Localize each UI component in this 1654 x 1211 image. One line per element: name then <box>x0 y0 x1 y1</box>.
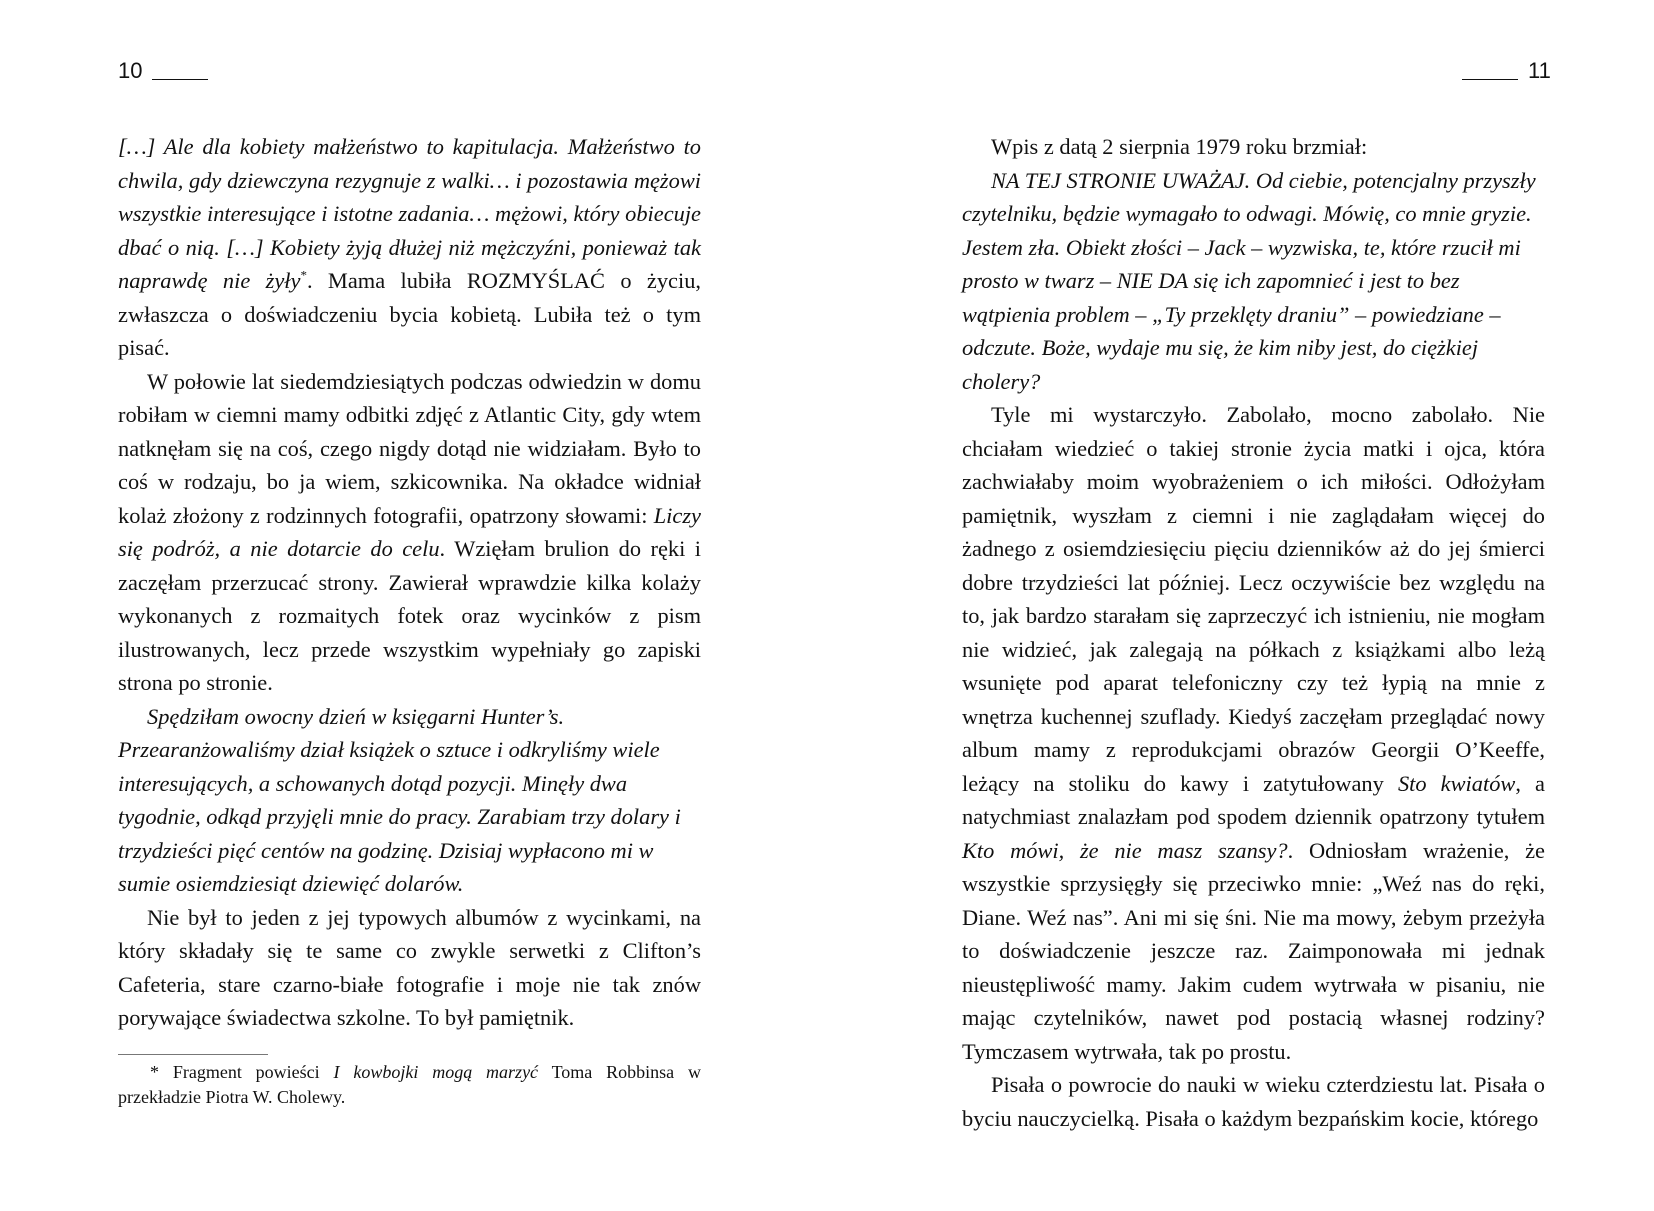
footnote-italic-title: I kowbojki mogą marzyć <box>333 1062 539 1082</box>
left-p1-rest: . Mama lubiła ROZMYŚLAĆ o życiu, zwłaszcza o doświadczeniu bycia kobietą. Lubiła też o tym pisać. <box>118 268 701 360</box>
left-p2-italic: Liczy się podróż, a nie dotarcie do celu <box>118 502 701 561</box>
right-page-body <box>962 130 1545 1135</box>
left-paragraph-4: Nie był to jeden z jej typowych albumów z wycinkami, na który składały się te same co zwykle serwetki z Clifton’s Cafeteria, stare czarno-białe fotografie i moje nie tak znów porywające świadectwa szkolne. To był pamiętnik. <box>118 904 701 1030</box>
right-page-number-text: 11 <box>1528 58 1551 83</box>
right-p3-italic-2: Kto mówi, że nie masz szansy? <box>962 837 1288 863</box>
right-paragraph-4: Pisała o powrocie do nauki w wieku czterdziestu lat. Pisała o byciu nauczycielką. Pisała o każdym bezpańskim kocie, którego <box>962 1072 1545 1131</box>
right-paragraph-3 <box>962 398 1545 1068</box>
footnote-text-a: Fragment powieści <box>159 1062 334 1082</box>
footnote-reference: * <box>300 267 307 283</box>
right-folio-rule <box>1462 79 1518 80</box>
left-page-number-text: 10 <box>118 58 143 83</box>
left-page-body <box>118 130 701 1035</box>
footnote-mark: * <box>150 1062 159 1082</box>
left-paragraph-1 <box>118 130 701 365</box>
right-p3-b: , a natychmiast znalazłam pod spodem dziennik opatrzony tytułem <box>962 770 1545 829</box>
right-p3-a: Tyle mi wystarczyło. Zabolało, mocno zabolało. Nie chciałam wiedzieć o takiej stronie życia matki i ojca, która zachwiałaby moim wyobrażeniem o ich miłości. Odłożyłam pamiętnik, wyszłam z ciemni i nie zaglądałam więcej do żadnego z osiemdziesięciu pięciu dzienników aż do jej śmierci dobre trzydzieści lat później. Lecz oczywiście bez względu na to, jak bardzo starałam się zaprzeczyć ich istnieniu, nie mogłam nie widzieć, jak zalegają na półkach z książkami albo leżą wsunięte pod aparat telefoniczny czy też łypią na mnie z wnętrza kuchennej szuflady. Kiedyś zaczęłam przeglądać nowy album mamy z reprodukcjami obrazów Georgii O’Keeffe, leżący na stoliku do kawy i zatytułowany <box>962 402 1545 796</box>
footnote-text-b: Toma Robbinsa w przekładzie Piotra W. Cholewy. <box>118 1062 701 1107</box>
left-folio-rule <box>152 79 208 80</box>
right-p3-c: . Odniosłam wrażenie, że wszystkie sprzysięgły się przeciwko mnie: „Weź nas do ręki, Diane. Weź nas”. Ani mi się śni. Nie ma mowy, żebym przeżyła to doświadczenie jeszcze raz. Zaimponowała mi jednak nieustępliwość mamy. Jakim cudem wytrwała w pisaniu, nie mając czytelników, nawet pod postacią własnej rodziny? Tymczasem wytrwała, tak po prostu. <box>962 837 1545 1064</box>
footnote <box>118 1060 701 1110</box>
right-page-number <box>1462 58 1551 84</box>
left-paragraph-3-diary-quote: Spędziłam owocny dzień w księgarni Hunter’s. Przearanżowaliśmy dział książek o sztuce i odkryliśmy wiele interesujących, a schowanych dotąd pozycji. Minęły dwa tygodnie, odkąd przyjęli mnie do pracy. Zarabiam trzy dolary i trzydzieści pięć centów na godzinę. Dzisiaj wypłacono mi w sumie osiemdziesiąt dziewięć dolarów. <box>118 703 681 896</box>
right-paragraph-1: Wpis z datą 2 sierpnia 1979 roku brzmiał: <box>991 134 1368 159</box>
left-p2-b: . Wzięłam brulion do ręki i zaczęłam przerzucać strony. Zawierał wprawdzie kilka kolaży wykonanych z rozmaitych fotek oraz wycinków z pism ilustrowanych, lecz przede wszystkim wypełniały go zapiski strona po stronie. <box>118 536 701 695</box>
left-p1-italic: […] Ale dla kobiety małżeństwo to kapitulacja. Małżeństwo to chwila, gdy dziewczyna rezygnuje z walki… i pozostawia mężowi wszystkie interesujące i istotne zadania… mężowi, który obiecuje dbać o nią. […] Kobiety żyją dłużej niż mężczyźni, ponieważ tak naprawdę nie żyły <box>118 134 701 293</box>
right-p3-italic-1: Sto kwiatów <box>1397 770 1516 796</box>
left-page-number <box>118 58 208 84</box>
footnote-divider <box>118 1054 268 1055</box>
left-paragraph-2 <box>118 365 701 700</box>
right-paragraph-2-diary-quote: NA TEJ STRONIE UWAŻAJ. Od ciebie, potencjalny przyszły czytelniku, będzie wymagało to odwagi. Mówię, co mnie gryzie. Jestem zła. Obiekt złości – Jack – wyzwiska, te, które rzucił mi prosto w twarz – NIE DA się ich zapomnieć i jest to bez wątpienia problem – „Ty przeklęty draniu” – powiedziane – odczute. Boże, wydaje mu się, że kim niby jest, do ciężkiej cholery? <box>962 167 1536 394</box>
left-p2-a: W połowie lat siedemdziesiątych podczas odwiedzin w domu robiłam w ciemni mamy odbitki zdjęć z Atlantic City, gdy wtem natknęłam się na coś, czego nigdy dotąd nie widziałam. Było to coś w rodzaju, bo ja wiem, szkicownika. Na okładce widniał kolaż złożony z rodzinnych fotografii, opatrzony słowami: <box>118 368 701 528</box>
